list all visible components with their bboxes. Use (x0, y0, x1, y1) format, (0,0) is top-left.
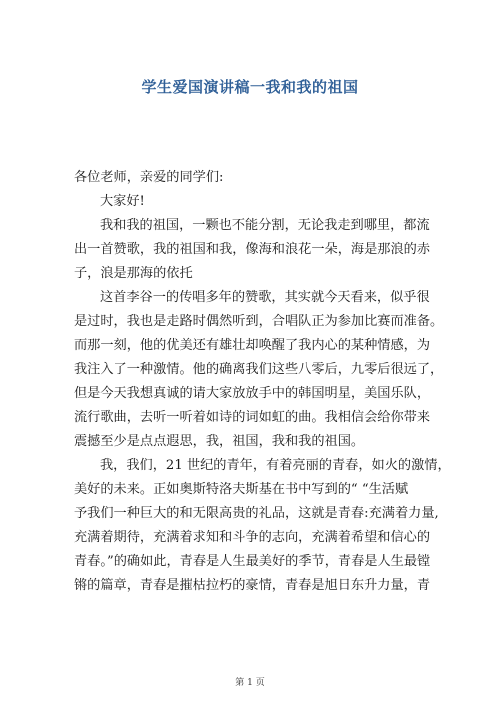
paragraph-1 (74, 214, 431, 286)
paragraph-line: 青春。”的确如此，青春是人生最美好的季节，青春是人生最镗 (74, 554, 431, 569)
paragraph-line: 美好的未来。正如奥斯特洛夫斯基在书中写到的“ “生活赋 (74, 482, 409, 497)
paragraph-line: 锵的篇章，青春是摧枯拉朽的豪情，青春是旭日东升力量，青 (74, 578, 431, 593)
paragraph-line: 这首李谷一的传唱多年的赞歌，其实就今天看来，似乎很 (100, 290, 430, 305)
paragraph-line: 流行歌曲，去听一听着如诗的词如虹的曲。我相信会给你带来 (74, 410, 431, 425)
paragraph-line: 充满着期待，充满着求知和斗争的志向，充满着希望和信心的 (74, 530, 431, 545)
paragraph-line: 子，浪是那海的依托 (74, 266, 193, 281)
paragraph-line: 而那一刻，他的优美还有雄壮却唤醒了我内心的某种情感，为 (74, 338, 431, 353)
greeting: 大家好! (100, 194, 145, 209)
document-body (74, 166, 451, 598)
paragraph-line: 我和我的祖国，一颗也不能分割，无论我走到哪里，都流 (100, 218, 430, 233)
paragraph-line: 予我们一种巨大的和无限高贵的礼品，这就是青春:充满着力量, (74, 506, 439, 521)
document-title: 学生爱国演讲稿一我和我的祖国 (141, 78, 359, 96)
paragraph-line: 是过时，我也是走路时偶然听到，合唱队正为参加比赛而准备。 (74, 314, 444, 329)
paragraph-line: 震撼至少是点点遐思，我，祖国，我和我的祖国。 (74, 434, 365, 449)
salutation: 各位老师，亲爱的同学们: (74, 170, 224, 185)
paragraph-3 (74, 454, 451, 598)
paragraph-line: 但是今天我想真诚的请大家放放手中的韩国明星，美国乐队， (74, 386, 431, 401)
page-number-footer: 第 1 页 (235, 678, 265, 688)
paragraph-line: 出一首赞歌，我的祖国和我，像海和浪花一朵，海是那浪的赤 (74, 242, 431, 257)
paragraph-line: 我注入了一种激情。他的确离我们这些八零后，九零后很远了， (74, 362, 444, 377)
paragraph-2 (74, 286, 444, 454)
paragraph-line: 我，我们，21 世纪的青年，有着亮丽的青春，如火的激情， (100, 458, 451, 473)
